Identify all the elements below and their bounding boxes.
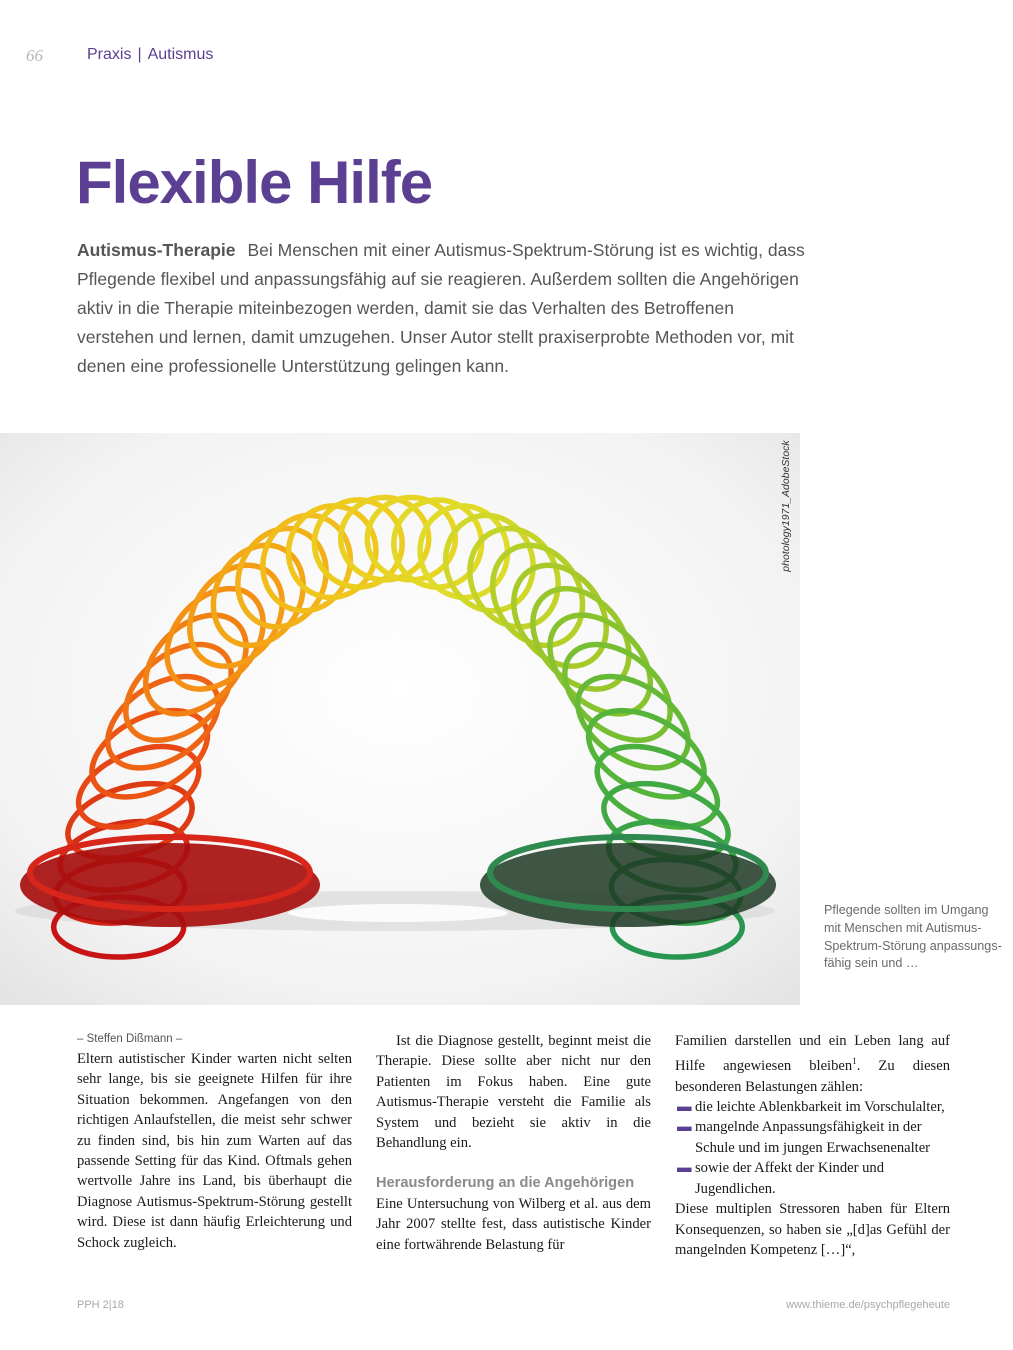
bullet-icon: ▬ [677,1099,692,1116]
bullet-icon: ▬ [677,1160,692,1177]
body-paragraph: Ist die Diagnose gestellt, beginnt meist die Therapie. Diese sollte aber nicht nur den Patienten im Fokus haben. Eine gute Autismus-Therapie versteht die Familie als System und bezieht sie aktiv in die Behandlung ein. [376,1033,651,1152]
footnote-marker: 1 [852,1056,857,1067]
body-paragraph: Eltern autistischer Kinder warten nicht selten sehr lange, bis sie geeignete Hilfen für ihre Situation bekommen. Angefangen von den richtigen Anlaufstellen, die meist sehr schwer zu finden sind, bis hin zum Warten auf das passende Setting für das Kind. Oftmals gehen wertvolle Jahre ins Land, bis überhaupt die Diagnose Autismus-Spektrum-Störung gestellt wird. Diese ist dann häufig Erleichterung und Schock zugleich. [77,1051,352,1251]
body-paragraph [675,1031,950,1097]
slinky-photo [0,433,800,1005]
body-paragraph: Eine Untersuchung von Wilberg et al. aus dem Jahr 2007 stellte fest, dass autistische Kinder eine fortwährende Belastung für [376,1195,651,1253]
article-lead [77,236,807,381]
footer-url[interactable]: www.thieme.de/psychpflegeheute [786,1299,950,1311]
photo-credit: photology1971_AdobeStock [780,440,792,572]
photo-caption: Pflegende sollten im Umgang mit Menschen mit Autismus-Spektrum-Störung anpassungs-fähig sein und … [824,903,1002,971]
text-column-3 [675,1031,950,1260]
intro-text-rest: . Zu diesen besonderen Belastungen zählen: [675,1058,950,1095]
topic-label: Autismus [147,46,214,63]
bullet-item: ▬ sowie der Affekt der Kinder und Jugendlichen. [677,1160,884,1197]
rainbow-spring-illustration [0,433,800,1005]
intro-text: Familien darstellen und ein Leben lang auf Hilfe angewiesen bleiben [675,1033,950,1075]
text-column-1 [77,1031,352,1253]
footer-issue: PPH 2|18 [77,1299,124,1311]
rubric-separator: | [137,46,142,63]
bullet-icon: ▬ [677,1119,692,1136]
page-number: 66 [26,46,43,65]
bullet-item: ▬ mangelnde Anpassungsfähigkeit in der Schule und im jungen Erwachsenenalter [677,1119,931,1156]
article-title: Flexible Hilfe [76,149,433,216]
section-subheading: Herausforderung an die Angehörigen [376,1175,635,1192]
body-paragraph: Diese multiplen Stressoren haben für Eltern Konsequenzen, so haben sie „[d]as Gefühl der mangelnden Kompetenz […]“, [675,1201,950,1258]
bullet-list [675,1097,950,1199]
lead-keyword: Autismus-Therapie [77,240,236,260]
text-column-2 [376,1031,651,1255]
lead-text: Bei Menschen mit einer Autismus-Spektrum-Störung ist es wichtig, dass Pflegende flexibel und anpassungsfähig auf sie reagieren. Außerdem sollten die Angehörigen aktiv in die Therapie miteinbezogen werden, damit sie das Verhalten des Betroffenen verstehen und lernen, damit umzugehen. Unser Autor stellt praxiserprobte Methoden vor, mit denen eine professionelle Unterstützung gelingen kann. [77,240,805,376]
author-line: – Steffen Dißmann – [77,1033,183,1045]
section-rubric [87,46,213,64]
section-label: Praxis [87,46,132,63]
bullet-item: ▬ die leichte Ablenkbarkeit im Vorschulalter, [675,1097,950,1117]
